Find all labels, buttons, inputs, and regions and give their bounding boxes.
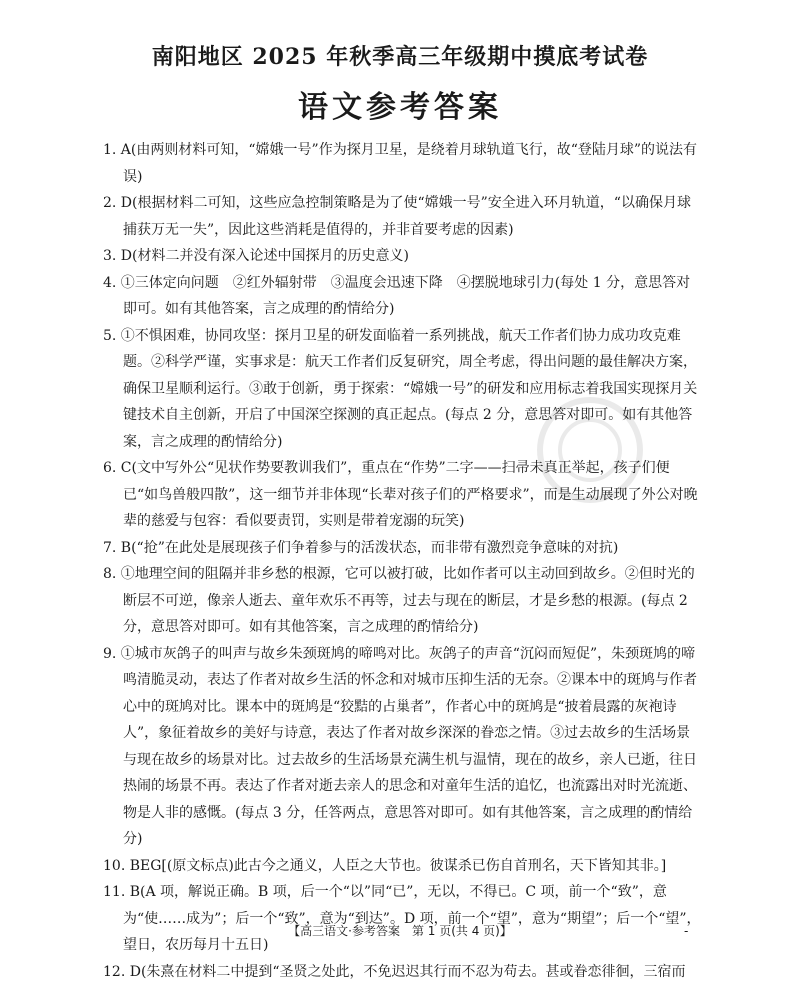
answer-item: 5. ①不惧困难，协同攻坚：探月卫星的研发面临着一系列挑战，航天工作者们协力成功攻克难题。②科学严谨，实事求是：航天工作者们反复研究，周全考虑，得出问题的最佳解决方案，确保卫星顺利运行。③敢于创新，勇于探索：“嫦娥一号”的研发和应用标志着我国实现探月关键技术自主创新，开启了中国深空探测的真正起点。(每点 2 分，意思答对即可。如有其他答案，言之成理的酌情给分) xyxy=(103,323,701,456)
answer-item: 7. B(“抢”在此处是展现孩子们争着参与的活泼状态，而非带有激烈竞争意味的对抗) xyxy=(103,535,701,562)
answer-item: 6. C(文中写外公“见状作势要教训我们”，重点在“作势”二字——扫帚未真正举起，孩子们便已“如鸟兽般四散”，这一细节并非体现“长辈对孩子们的严格要求”，而是生动展现了外公对晚辈的慈爱与包容：看似要责罚，实则是带着宠溺的玩笑) xyxy=(103,455,701,535)
answer-key-title: 语文参考答案 xyxy=(0,82,800,126)
page-footer: 【高三语文·参考答案 第 1 页(共 4 页)】 xyxy=(0,922,800,939)
exam-title: 南阳地区 2025 年秋季高三年级期中摸底考试卷 xyxy=(0,40,800,71)
answer-item: 12. D(朱熹在材料二中提到“圣贤之处此，不免迟迟其行而不忍为苟去。甚或眷恋徘徊，三宿而 xyxy=(103,959,701,985)
answer-item: 4. ①三体定向问题 ②红外辐射带 ③温度会迅速下降 ④摆脱地球引力(每处 1 分，意思答对即可。如有其他答案，言之成理的酌情给分) xyxy=(103,270,701,323)
answer-item: 11. B(A 项，解说正确。B 项，后一个“以”同“已”，无以，不得已。C 项，前一个“致”，意为“使……成为”；后一个“致”，意为“到达”。D 项，前一个“望”，意为“期望”；后一个“望”，望日，农历每月十五日) xyxy=(103,879,701,959)
answer-item: 8. ①地理空间的阻隔并非乡愁的根源，它可以被打破，比如作者可以主动回到故乡。②但时光的断层不可逆，像亲人逝去、童年欢乐不再等，过去与现在的断层，才是乡愁的根源。(每点 2 分，意思答对即可。如有其他答案，言之成理的酌情给分) xyxy=(103,561,701,641)
answer-item: 1. A(由两则材料可知，“嫦娥一号”作为探月卫星，是绕着月球轨道飞行，故“登陆月球”的说法有误) xyxy=(103,137,701,190)
answer-item: 9. ①城市灰鸽子的叫声与故乡朱颈斑鸠的啼鸣对比。灰鸽子的声音“沉闷而短促”，朱颈斑鸠的啼鸣清脆灵动，表达了作者对故乡生活的怀念和对城市压抑生活的无奈。②课本中的斑鸠与作者心中的斑鸠对比。课本中的斑鸠是“狡黠的占巢者”，作者心中的斑鸠是“披着晨露的灰袍诗人”，象征着故乡的美好与诗意，表达了作者对故乡深深的眷恋之情。③过去故乡的生活场景与现在故乡的场景对比。过去故乡的生活场景充满生机与温情，现在的故乡，亲人已逝，往日热闹的场景不再。表达了作者对逝去亲人的思念和对童年生活的追忆，也流露出对时光流逝、物是人非的感慨。(每点 3 分，任答两点，意思答对即可。如有其他答案，言之成理的酌情给分) xyxy=(103,641,701,853)
footer-mark: - xyxy=(684,924,688,938)
answer-item: 3. D(材料二并没有深入论述中国探月的历史意义) xyxy=(103,243,701,270)
answer-item: 10. BEG[(原文标点)此古今之通义，人臣之大节也。彼谋杀已伤自首刑名，天下皆知其非。] xyxy=(103,853,701,880)
answer-list xyxy=(103,137,701,985)
answer-item: 2. D(根据材料二可知，这些应急控制策略是为了使“嫦娥一号”安全进入环月轨道，“以确保月球捕获万无一失”，因此这些消耗是值得的，并非首要考虑的因素) xyxy=(103,190,701,243)
